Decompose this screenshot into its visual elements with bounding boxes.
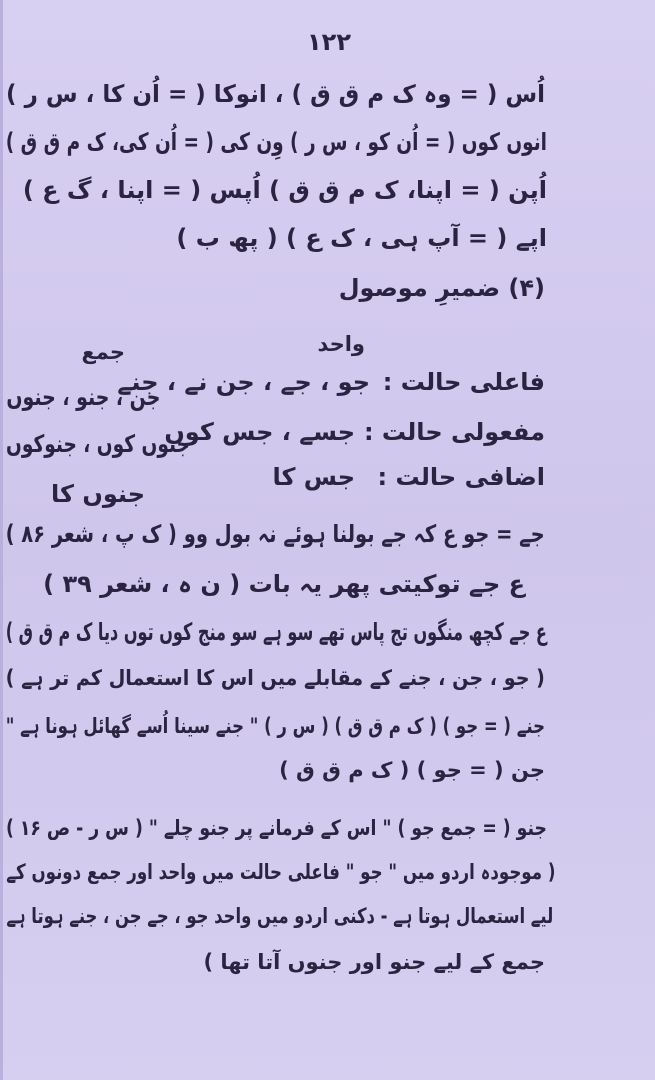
text-line-12: ع جے کچھ منگوں تج پاس تھے سو ہے سو منج کوں توں دیا ک م ق ق ): [5, 618, 547, 646]
text-line-3: اُپن ( = اپنا، ک م ق ق ) اُپس ( = اپنا ، گ ع ): [22, 176, 547, 204]
izafi-wahid: جس کا: [272, 463, 355, 491]
section-heading: (۴) ضمیرِ موصول: [338, 274, 545, 302]
text-line-10: جے = جو ع کہ جے بولنا ہوئے نہ بول وو ( ک پ ، شعر ۸۶ ): [6, 520, 545, 548]
mafooli-wahid: جسے ، جس کوں: [164, 418, 355, 446]
text-line-2: انوں کوں ( = اُن کو ، س ر ) وِن کی ( = اُن کی، ک م ق ق ): [5, 128, 547, 156]
text-line-11: ع جے توکیتی پھر یہ بات ( ن ہ ، شعر ۳۹ ): [43, 570, 525, 598]
page-number: ۱۲۲: [307, 28, 351, 56]
text-line-15: جن ( = جو ) ( ک م ق ق ): [279, 758, 545, 782]
column-header-jama: جمع: [81, 340, 125, 364]
text-line-19: جمع کے لیے جنو اور جنوں آتا تھا ): [203, 950, 545, 974]
mafooli-label: مفعولی حالت :: [363, 418, 545, 446]
text-line-17: ( موجودہ اردو میں " جو " فاعلی حالت میں واحد اور جمع دونوں کے: [5, 860, 555, 884]
text-line-18: لیے استعمال ہوتا ہے - دکنی اردو میں واحد جو ، جے جن ، جنے ہوتا ہے: [6, 904, 553, 928]
text-line-4: اپے ( = آپ ہی ، ک ع ) ( پھ ب ): [176, 224, 547, 252]
text-line-16: جنو ( = جمع جو ) " اس کے فرمانے پر جنو چلے " ( س ر - ص ۱۶ ): [6, 816, 547, 840]
mafooli-jama: جنوں کوں ، جنوکوں: [6, 430, 190, 458]
izafi-jama: جنوں کا: [51, 480, 145, 508]
fail-jama: جن ، جنو ، جنوں: [6, 383, 160, 411]
fail-wahid: جو ، جے ، جن نے ، جنے: [117, 368, 370, 396]
text-line-14: جنے ( = جو ) ( ک م ق ق ) ( س ر ) " جنے سینا اُسے گھائل ہونا ہے ": [5, 714, 545, 738]
fail-label: فاعلی حالت :: [382, 368, 545, 396]
column-header-wahid: واحد: [317, 332, 365, 356]
text-line-1: اُس ( = وہ ک م ق ق ) ، انوکا ( = اُن کا ، س ر ): [6, 80, 545, 108]
text-line-13: ( جو ، جن ، جنے کے مقابلے میں اس کا استعمال کم تر ہے ): [5, 666, 545, 690]
izafi-label: اضافی حالت :: [377, 463, 545, 491]
